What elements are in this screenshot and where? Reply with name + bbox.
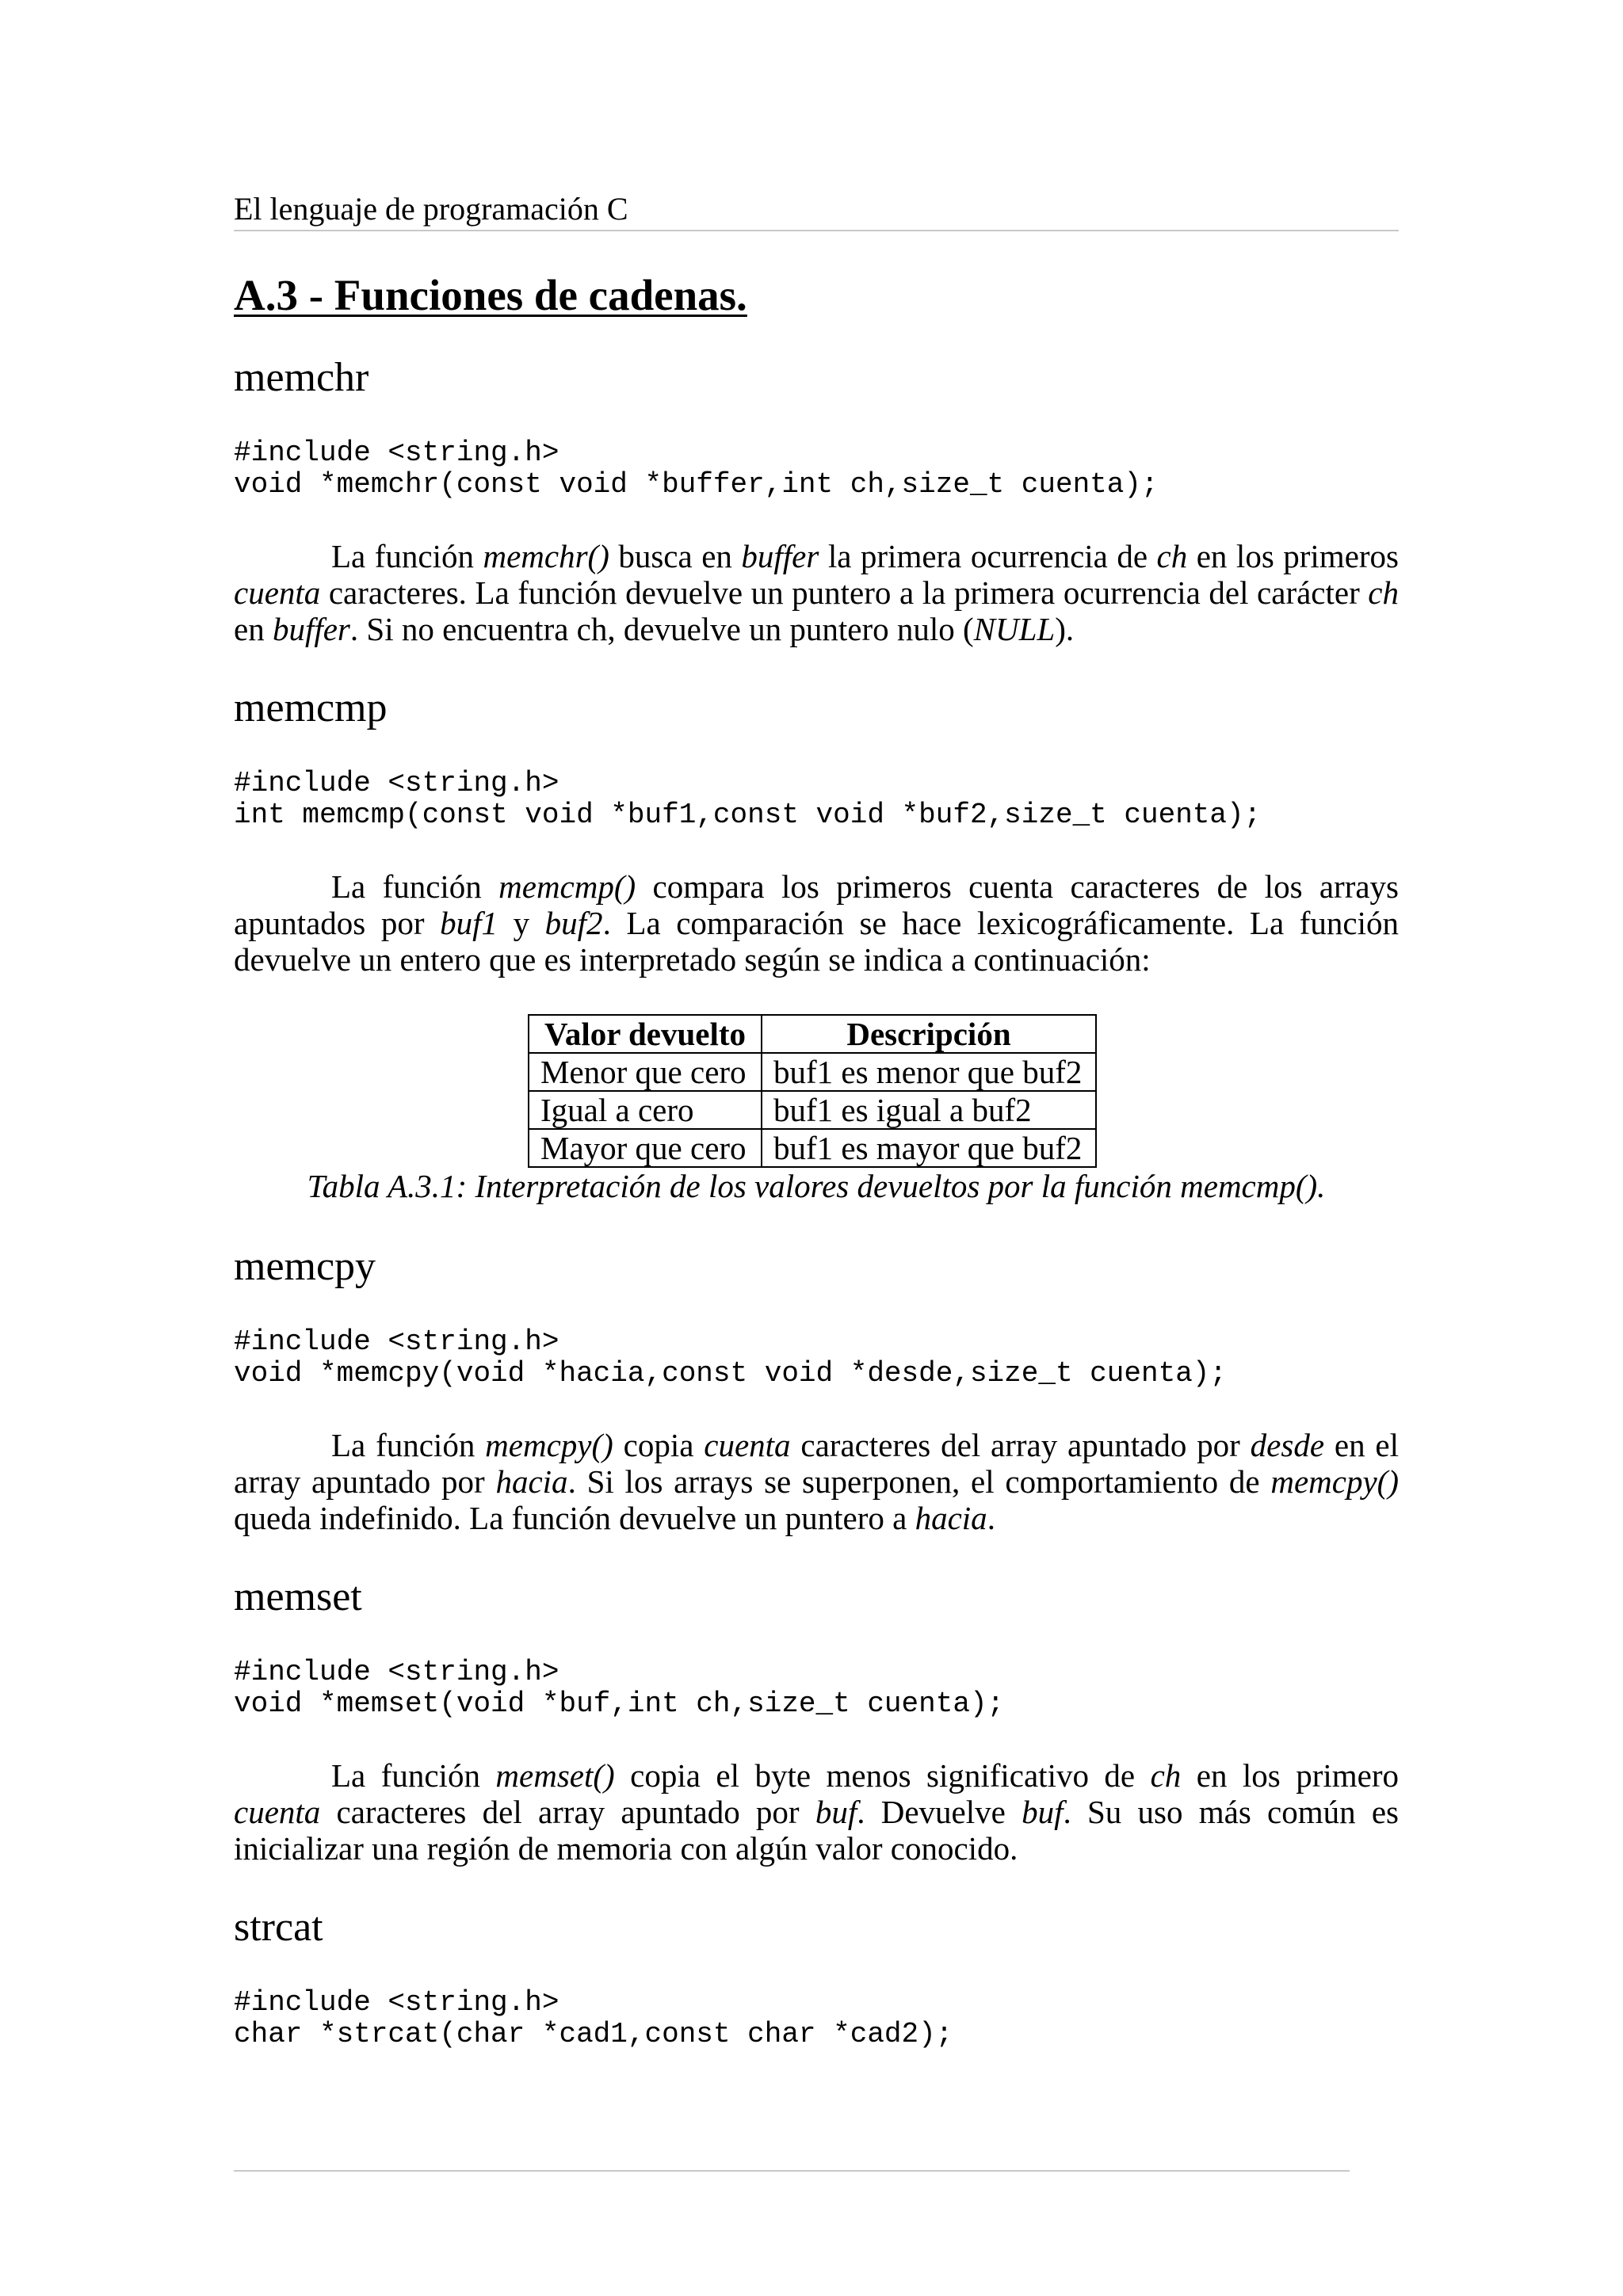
table-header-cell: Descripción — [762, 1015, 1096, 1053]
table-cell: buf1 es mayor que buf2 — [762, 1129, 1096, 1167]
table-header-cell: Valor devuelto — [529, 1015, 762, 1053]
description-memcpy: La función memcpy() copia cuenta caracteres del array apuntado por desde en el array apuntado por hacia. Si los arrays se superponen, el comportamiento de memcpy() queda indefinido. La función devuelve un puntero a hacia. — [234, 1427, 1399, 1536]
footer-rule — [234, 2170, 1350, 2172]
table-row — [529, 1053, 1096, 1091]
code-include-memset: #include <string.h> — [234, 1656, 559, 1688]
running-header: El lenguaje de programación C — [234, 190, 1399, 231]
description-memset: La función memset() copia el byte menos significativo de ch en los primero cuenta caracteres del array apuntado por buf. Devuelve buf. Su uso más común es inicializar una región de memoria con algún valor conocido. — [234, 1757, 1400, 1867]
code-prototype-memcmp: int memcmp(const void *buf1,const void *buf2,size_t cuenta); — [234, 799, 1262, 831]
table-row — [529, 1129, 1096, 1167]
code-prototype-strcat: char *strcat(char *cad1,const char *cad2); — [234, 2018, 953, 2050]
description-memchr: La función memchr() busca en buffer la primera ocurrencia de ch en los primeros cuenta caracteres. La función devuelve un puntero a la primera ocurrencia del carácter ch en buffer. Si no encuentra ch, devuelve un puntero nulo (NULL). — [234, 538, 1400, 647]
table-cell: Menor que cero — [529, 1053, 762, 1091]
code-prototype-memchr: void *memchr(const void *buffer,int ch,size_t cuenta); — [234, 468, 1159, 501]
table-header-row — [529, 1015, 1096, 1053]
code-include-memcpy: #include <string.h> — [234, 1325, 559, 1358]
return-values-table — [528, 1014, 1097, 1168]
function-heading-memchr: memchr — [234, 355, 369, 400]
code-include-strcat: #include <string.h> — [234, 1986, 559, 2019]
function-heading-memcmp: memcmp — [234, 685, 388, 730]
table-caption: Tabla A.3.1: Interpretación de los valores devueltos por la función memcmp(). — [307, 1168, 1326, 1204]
code-include-memcmp: #include <string.h> — [234, 767, 559, 799]
function-heading-memcpy: memcpy — [234, 1244, 376, 1289]
table-cell: buf1 es igual a buf2 — [762, 1091, 1096, 1129]
description-memcmp: La función memcmp() compara los primeros cuenta caracteres de los arrays apuntados por buf1 y buf2. La comparación se hace lexicográficamente. La función devuelve un entero que es interpretado según se indica a continuación: — [234, 868, 1399, 978]
function-heading-strcat: strcat — [234, 1905, 323, 1950]
section-title: A.3 - Funciones de cadenas. — [234, 271, 747, 319]
code-prototype-memcpy: void *memcpy(void *hacia,const void *desde,size_t cuenta); — [234, 1357, 1228, 1390]
code-include-memchr: #include <string.h> — [234, 437, 559, 469]
table-cell: Igual a cero — [529, 1091, 762, 1129]
code-prototype-memset: void *memset(void *buf,int ch,size_t cuenta); — [234, 1688, 1005, 1720]
function-heading-memset: memset — [234, 1574, 362, 1619]
table-cell: buf1 es menor que buf2 — [762, 1053, 1096, 1091]
table-cell: Mayor que cero — [529, 1129, 762, 1167]
table-row — [529, 1091, 1096, 1129]
